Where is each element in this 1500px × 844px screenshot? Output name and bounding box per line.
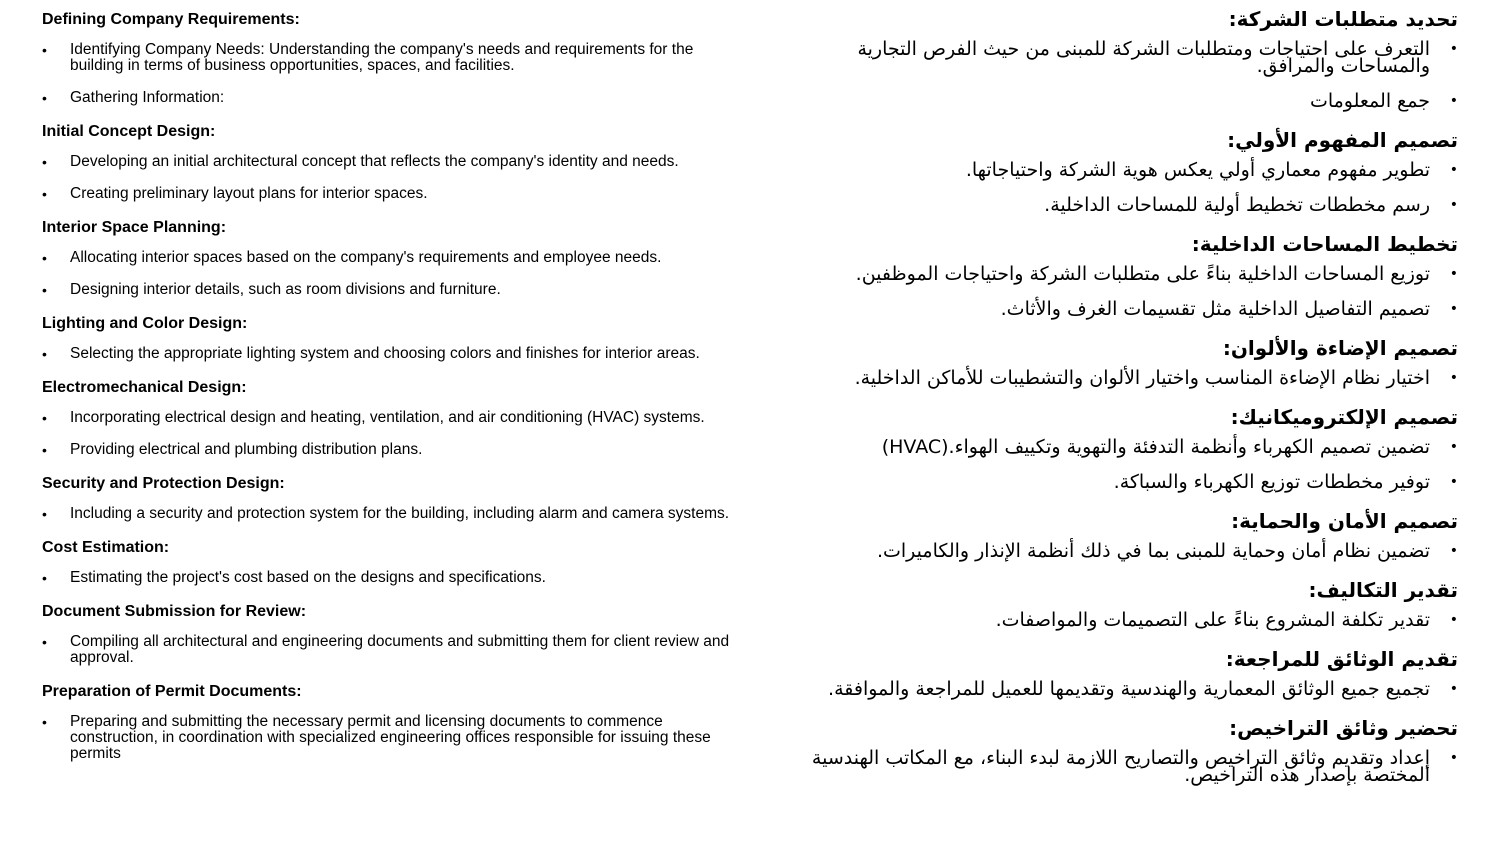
bullet-icon: • — [42, 42, 47, 58]
bullet-text: جمع المعلومات — [1309, 90, 1430, 112]
section-heading: Initial Concept Design: — [42, 123, 216, 140]
bullet-text: Creating preliminary layout plans for interior spaces. — [70, 185, 428, 202]
bullet-item — [800, 369, 1458, 387]
bullet-text: Gathering Information: — [70, 89, 225, 106]
bullet-icon: • — [1449, 197, 1458, 213]
section-heading: تصميم الإلكتروميكانيك: — [1230, 405, 1458, 429]
section-heading: Lighting and Color Design: — [42, 315, 248, 332]
bullet-item — [42, 42, 742, 74]
bullet-icon: • — [1449, 543, 1458, 559]
bullet-item — [42, 410, 742, 426]
bullet-icon: • — [1449, 41, 1458, 57]
bullet-item — [42, 346, 742, 362]
bullet-text: Designing interior details, such as room divisions and furniture. — [70, 281, 501, 298]
bullet-text: Estimating the project's cost based on the designs and specifications. — [70, 569, 546, 586]
bullet-item — [800, 473, 1458, 491]
section-heading: Electromechanical Design: — [42, 379, 247, 396]
section-heading: تصميم الأمان والحماية: — [1231, 509, 1458, 533]
bullet-text: رسم مخططات تخطيط أولية للمساحات الداخلية. — [1044, 194, 1430, 216]
bullet-text: Allocating interior spaces based on the company's requirements and employee needs. — [70, 249, 662, 266]
bullet-icon: • — [1449, 439, 1458, 455]
bullet-item — [800, 40, 1458, 75]
arabic-column — [800, 6, 1458, 801]
bullet-icon: • — [1449, 370, 1458, 386]
section-heading: تصميم المفهوم الأولي: — [1227, 128, 1458, 152]
bullet-item — [800, 92, 1458, 110]
bullet-icon: • — [1449, 266, 1458, 282]
bullet-text: تطوير مفهوم معماري أولي يعكس هوية الشركة واحتياجاتها. — [965, 159, 1430, 181]
bullet-item — [42, 570, 742, 586]
section-heading: تصميم الإضاءة والألوان: — [1222, 336, 1458, 360]
section-heading: تحضير وثائق التراخيص: — [1229, 716, 1458, 740]
bullet-text: Including a security and protection system for the building, including alarm and camera systems. — [70, 505, 730, 522]
bullet-text: Compiling all architectural and engineering documents and submitting them for client review and approval. — [70, 633, 730, 666]
bullet-item — [42, 154, 742, 170]
bullet-text: تضمين نظام أمان وحماية للمبنى بما في ذلك أنظمة الإنذار والكاميرات. — [876, 540, 1430, 562]
bullet-icon: • — [1449, 681, 1458, 697]
bullet-text: Selecting the appropriate lighting system and choosing colors and finishes for interior areas. — [70, 345, 700, 362]
bullet-icon: • — [1449, 474, 1458, 490]
section-heading: Preparation of Permit Documents: — [42, 683, 302, 700]
bullet-item — [42, 90, 742, 106]
bullet-icon: • — [42, 410, 47, 426]
bullet-item — [42, 442, 742, 458]
bullet-item — [42, 250, 742, 266]
bullet-icon: • — [42, 634, 47, 650]
bullet-icon: • — [42, 442, 47, 458]
bullet-text: Providing electrical and plumbing distribution plans. — [70, 441, 423, 458]
bullet-item — [42, 506, 742, 522]
section-heading: Interior Space Planning: — [42, 219, 227, 236]
bullet-icon: • — [42, 570, 47, 586]
bullet-icon: • — [1449, 93, 1458, 109]
bullet-text: إعداد وتقديم وثائق التراخيص والتصاريح اللازمة لبدء البناء، مع المكاتب الهندسية المختصة بإصدار هذه التراخيص. — [811, 747, 1430, 786]
section-heading: Security and Protection Design: — [42, 475, 285, 492]
bullet-text: Developing an initial architectural concept that reflects the company's identity and needs. — [70, 153, 679, 170]
bullet-item — [800, 542, 1458, 560]
bullet-item — [42, 714, 742, 762]
english-column — [42, 10, 742, 778]
bullet-text: تجميع جميع الوثائق المعمارية والهندسية وتقديمها للعميل للمراجعة والموافقة. — [828, 678, 1430, 700]
bullet-icon: • — [42, 282, 47, 298]
bullet-text: Preparing and submitting the necessary permit and licensing documents to commence construction, in coordination with specialized engineering offices responsible for issuing these permits — [70, 713, 711, 762]
bullet-icon: • — [42, 506, 47, 522]
bullet-text: تصميم التفاصيل الداخلية مثل تقسيمات الغرف والأثاث. — [1000, 298, 1430, 320]
bullet-icon: • — [42, 186, 47, 202]
bullet-text: Incorporating electrical design and heating, ventilation, and air conditioning (HVAC) systems. — [70, 409, 705, 426]
bullet-item — [800, 438, 1458, 456]
bullet-item — [42, 282, 742, 298]
bullet-icon: • — [1449, 612, 1458, 628]
bullet-item — [800, 611, 1458, 629]
section-heading: تقدير التكاليف: — [1308, 578, 1458, 602]
bullet-item — [800, 300, 1458, 318]
bullet-text: تقدير تكلفة المشروع بناءً على التصميمات والمواصفات. — [995, 609, 1430, 631]
section-heading: تخطيط المساحات الداخلية: — [1191, 232, 1458, 256]
bullet-text: اختيار نظام الإضاءة المناسب واختيار الألوان والتشطيبات للأماكن الداخلية. — [854, 367, 1430, 389]
section-heading: تحديد متطلبات الشركة: — [1228, 7, 1458, 31]
bullet-item — [800, 680, 1458, 698]
bullet-icon: • — [42, 714, 47, 730]
bullet-item — [800, 196, 1458, 214]
section-heading: تقديم الوثائق للمراجعة: — [1225, 647, 1458, 671]
bullet-text: التعرف على احتياجات ومتطلبات الشركة للمبنى من حيث الفرص التجارية والمساحات والمرافق. — [857, 38, 1430, 77]
bullet-item — [800, 265, 1458, 283]
bullet-icon: • — [42, 90, 47, 106]
bullet-icon: • — [42, 154, 47, 170]
bullet-text: توزيع المساحات الداخلية بناءً على متطلبات الشركة واحتياجات الموظفين. — [855, 263, 1430, 285]
bullet-text: Identifying Company Needs: Understanding the company's needs and requirements for the building in terms of business opportunities, spaces, and facilities. — [70, 41, 694, 74]
bullet-text: تضمين تصميم الكهرباء وأنظمة التدفئة والتهوية وتكييف الهواء.(HVAC) — [881, 436, 1430, 458]
section-heading: Defining Company Requirements: — [42, 11, 300, 28]
bullet-icon: • — [42, 250, 47, 266]
bullet-item — [800, 749, 1458, 784]
section-heading: Cost Estimation: — [42, 539, 170, 556]
bullet-item — [42, 634, 742, 666]
bullet-item — [800, 161, 1458, 179]
section-heading: Document Submission for Review: — [42, 603, 307, 620]
bullet-icon: • — [1449, 750, 1458, 766]
bullet-icon: • — [42, 346, 47, 362]
bullet-icon: • — [1449, 162, 1458, 178]
bullet-text: توفير مخططات توزيع الكهرباء والسباكة. — [1113, 471, 1430, 493]
bullet-icon: • — [1449, 301, 1458, 317]
bullet-item — [42, 186, 742, 202]
